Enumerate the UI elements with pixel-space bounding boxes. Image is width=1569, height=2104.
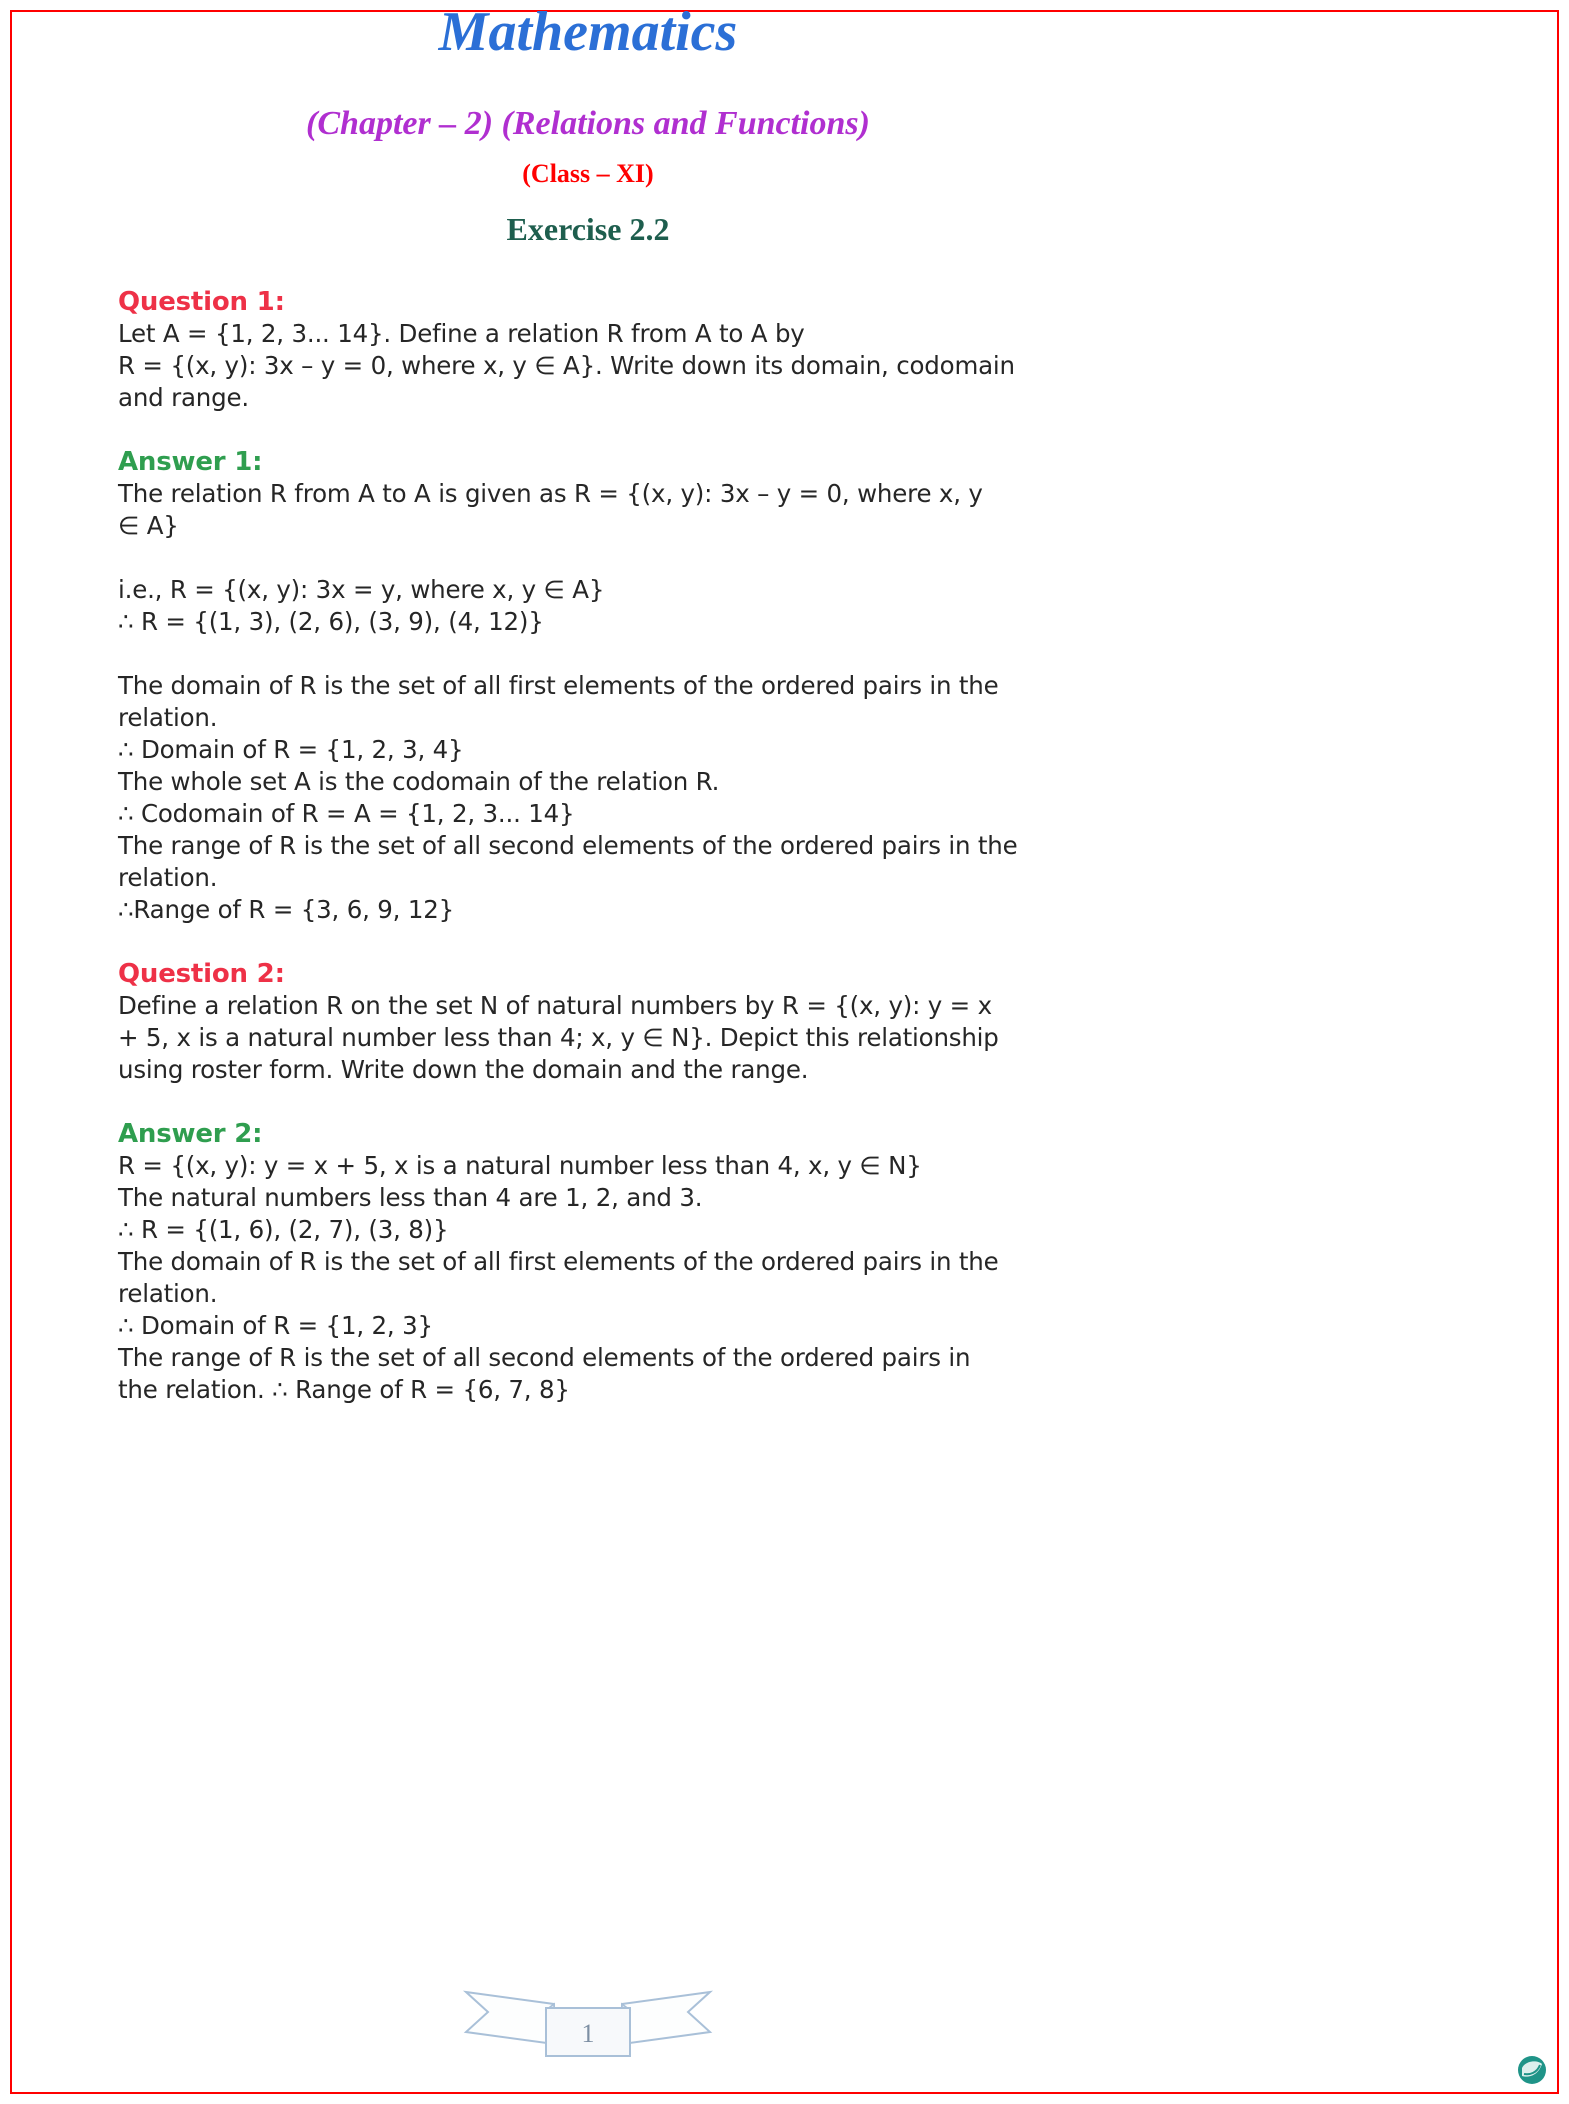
text-line: ∴ R = {(1, 6), (2, 7), (3, 8)} bbox=[118, 1215, 449, 1244]
answer-heading: Answer 1: bbox=[118, 447, 263, 477]
text-line: The domain of R is the set of all first elements of the ordered pairs in the bbox=[118, 671, 999, 700]
text-line: ∴ Domain of R = {1, 2, 3} bbox=[118, 1311, 433, 1340]
page-ribbon bbox=[458, 1982, 718, 2060]
text-line: relation. bbox=[118, 863, 218, 892]
question-heading: Question 2: bbox=[118, 959, 285, 989]
page-number: 1 bbox=[581, 2019, 595, 2048]
text-line: The domain of R is the set of all first elements of the ordered pairs in the bbox=[118, 1247, 999, 1276]
answer-section bbox=[118, 1118, 1058, 1406]
text-line: The natural numbers less than 4 are 1, 2, and 3. bbox=[118, 1183, 703, 1212]
exercise-heading: Exercise 2.2 bbox=[506, 211, 670, 247]
text-line: using roster form. Write down the domain and the range. bbox=[118, 1055, 809, 1084]
text-line: ∴ Codomain of R = A = {1, 2, 3... 14} bbox=[118, 799, 575, 828]
brand-logo bbox=[1511, 2052, 1553, 2098]
text-line: ∴Range of R = {3, 6, 9, 12} bbox=[118, 895, 454, 924]
text-line: relation. bbox=[118, 1279, 218, 1308]
class-line: (Class – XI) bbox=[522, 159, 654, 188]
text-line: Define a relation R on the set N of natural numbers by R = {(x, y): y = x bbox=[118, 991, 992, 1020]
ribbon-right-tail bbox=[622, 1992, 710, 2044]
text-line: The whole set A is the codomain of the relation R. bbox=[118, 767, 720, 796]
footer bbox=[118, 1982, 1058, 2064]
text-line: ∴ R = {(1, 3), (2, 6), (3, 9), (4, 12)} bbox=[118, 607, 544, 636]
text-line: The range of R is the set of all second elements of the ordered pairs in bbox=[118, 1343, 971, 1372]
page-title: Mathematics bbox=[438, 1, 738, 63]
text-line: ∈ A} bbox=[118, 511, 179, 540]
text-line: ∴ Domain of R = {1, 2, 3, 4} bbox=[118, 735, 464, 764]
text-line: i.e., R = {(x, y): 3x = y, where x, y ∈ A} bbox=[118, 575, 605, 604]
text-line: relation. bbox=[118, 703, 218, 732]
text-line: Let A = {1, 2, 3... 14}. Define a relation R from A to A by bbox=[118, 319, 805, 348]
question-heading: Question 1: bbox=[118, 287, 285, 317]
page-content bbox=[118, 0, 1058, 2104]
question-section bbox=[118, 958, 1058, 1086]
text-line: + 5, x is a natural number less than 4; x, y ∈ N}. Depict this relationship bbox=[118, 1023, 999, 1052]
text-line: The range of R is the set of all second elements of the ordered pairs in the bbox=[118, 831, 1018, 860]
ribbon-left-tail bbox=[466, 1992, 554, 2044]
text-line: and range. bbox=[118, 383, 249, 412]
content-sections bbox=[118, 286, 1058, 1406]
text-line: The relation R from A to A is given as R = {(x, y): 3x – y = 0, where x, y bbox=[118, 479, 983, 508]
question-section bbox=[118, 286, 1058, 414]
text-line: R = {(x, y): 3x – y = 0, where x, y ∈ A}. Write down its domain, codomain bbox=[118, 351, 1015, 380]
answer-heading: Answer 2: bbox=[118, 1119, 263, 1149]
answer-section bbox=[118, 446, 1058, 926]
text-line: the relation. ∴ Range of R = {6, 7, 8} bbox=[118, 1375, 570, 1404]
text-line: R = {(x, y): y = x + 5, x is a natural number less than 4, x, y ∈ N} bbox=[118, 1151, 922, 1180]
brand-logo-icon bbox=[1514, 2052, 1550, 2088]
chapter-subtitle: (Chapter – 2) (Relations and Functions) bbox=[306, 105, 870, 142]
